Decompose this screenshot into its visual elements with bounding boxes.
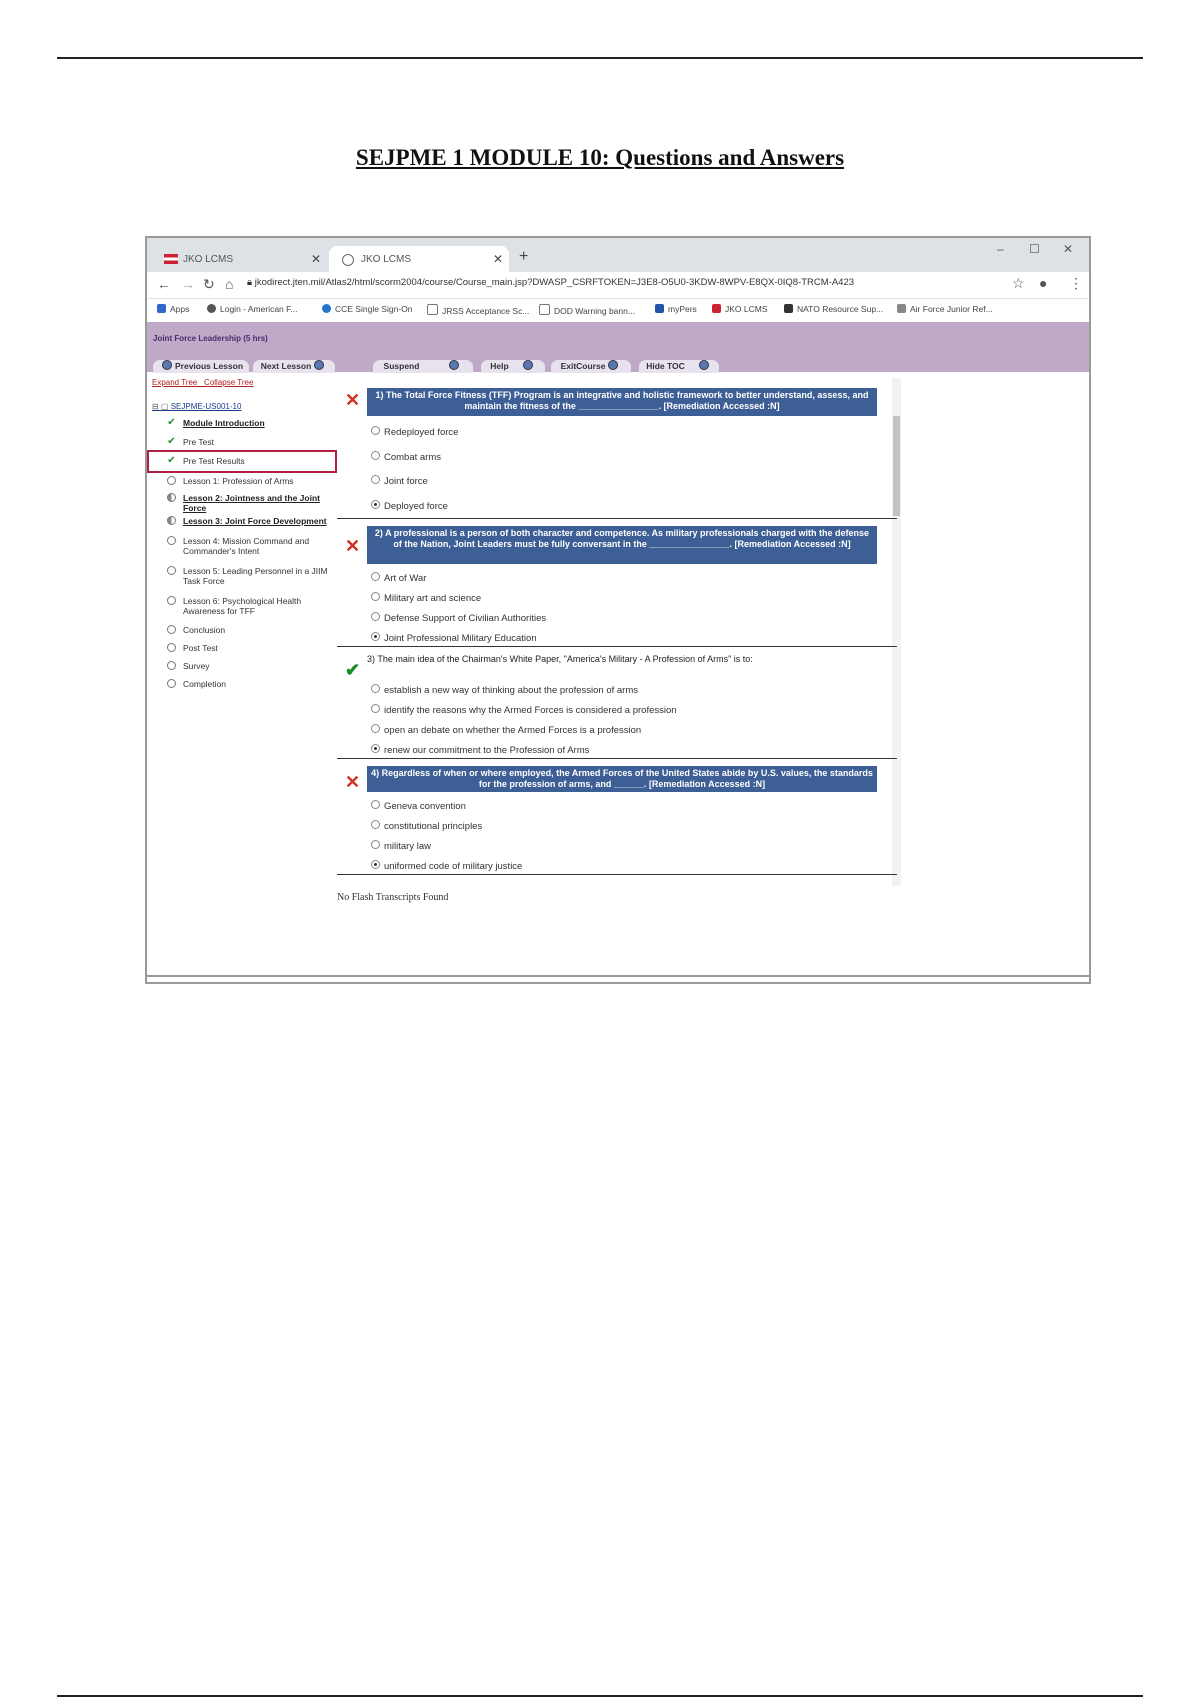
not-started-circle-icon [167, 476, 176, 485]
close-window-button[interactable]: ✕ [1063, 242, 1074, 256]
top-rule [57, 57, 1143, 59]
question-divider [337, 874, 897, 875]
answer-option: Redeployed force [371, 426, 458, 438]
course-header [147, 322, 1089, 372]
shield-icon [784, 304, 793, 313]
back-arrow-icon[interactable]: ← [157, 276, 171, 292]
hide-toc-button[interactable]: Hide TOC [639, 360, 719, 373]
radio-button [371, 800, 380, 809]
previous-lesson-button[interactable]: Previous Lesson [153, 360, 249, 373]
help-button[interactable]: Help [481, 360, 545, 373]
folder-icon: ⊟ ▢ [152, 402, 171, 411]
address-bar[interactable] [247, 277, 854, 288]
bottom-rule [57, 1695, 1143, 1697]
new-tab-button[interactable]: + [519, 248, 529, 265]
page-title: SEJPME 1 MODULE 10: Questions and Answers [355, 145, 845, 170]
answer-option: constitutional principles [371, 820, 482, 832]
answer-option-selected: uniformed code of military justice [371, 860, 522, 872]
exit-icon [608, 360, 618, 370]
bookmark-item[interactable]: CCE Single Sign-On [322, 304, 412, 314]
browser-toolbar [147, 272, 1089, 299]
incorrect-x-icon: ✕ [345, 390, 361, 410]
radio-button [371, 820, 380, 829]
bookmark-item[interactable]: Air Force Junior Ref... [897, 304, 993, 314]
incorrect-x-icon: ✕ [345, 772, 361, 792]
bookmark-item[interactable]: myPers [655, 304, 697, 314]
reload-icon[interactable]: ↻ [203, 276, 215, 292]
browser-tab-active[interactable] [329, 246, 509, 272]
suspend-button[interactable]: Suspend [373, 360, 473, 373]
globe-icon [342, 254, 354, 266]
question-4-text: 4) Regardless of when or where employed, the Armed Forces of the United States abide by U.S. values, the standards for the profession of arms, and ______. [Remediation Accessed :N] [367, 766, 877, 792]
question-divider [337, 758, 897, 759]
not-started-circle-icon [167, 661, 176, 670]
radio-button [371, 840, 380, 849]
radio-button [371, 684, 380, 693]
answer-option-selected: renew our commitment to the Profession of Arms [371, 744, 589, 756]
expand-tree-link[interactable]: Expand Tree [152, 378, 198, 387]
not-started-circle-icon [167, 566, 176, 575]
pre-test-results-content [337, 372, 907, 962]
minimize-button[interactable]: – [997, 242, 1004, 256]
radio-button-selected [371, 744, 380, 753]
flag-icon [164, 254, 178, 264]
screenshot-bottom-border [147, 975, 1089, 977]
answer-option: Joint force [371, 475, 428, 487]
radio-button-selected [371, 860, 380, 869]
bookmark-item[interactable]: JRSS Acceptance Sc... [427, 304, 529, 316]
answer-option: open an debate on whether the Armed Forces is a profession [371, 724, 641, 736]
not-started-circle-icon [167, 679, 176, 688]
radio-button [371, 612, 380, 621]
bookmark-item[interactable]: DOD Warning bann... [539, 304, 635, 316]
bookmark-item[interactable]: JKO LCMS [712, 304, 768, 314]
globe-icon [207, 304, 216, 313]
incorrect-x-icon: ✕ [345, 536, 361, 556]
radio-button [371, 704, 380, 713]
radio-button [371, 451, 380, 460]
bookmark-star-icon[interactable]: ☆ [1012, 275, 1025, 291]
check-logo-icon [655, 304, 664, 313]
bookmark-apps[interactable]: Apps [157, 304, 189, 314]
tab-label: JKO LCMS [361, 254, 412, 265]
apps-grid-icon [157, 304, 166, 313]
radio-button [371, 724, 380, 733]
next-lesson-button[interactable]: Next Lesson [253, 360, 335, 373]
answer-option: Combat arms [371, 451, 441, 463]
bookmark-item[interactable]: Login - American F... [207, 304, 297, 314]
not-started-circle-icon [167, 536, 176, 545]
course-name: Joint Force Leadership (5 hrs) [153, 334, 268, 343]
bookmarks-bar [147, 299, 1089, 321]
answer-option: identify the reasons why the Armed Forces is considered a profession [371, 704, 677, 716]
answer-option: military law [371, 840, 431, 852]
radio-button [371, 475, 380, 484]
collapse-tree-link[interactable]: Collapse Tree [204, 378, 254, 387]
exit-course-button[interactable]: ExitCourse [551, 360, 631, 373]
profile-avatar-icon[interactable]: ● [1039, 275, 1048, 291]
not-started-circle-icon [167, 625, 176, 634]
close-tab-icon[interactable]: ✕ [311, 252, 322, 266]
refresh-icon [322, 304, 331, 313]
radio-button-selected [371, 500, 380, 509]
wings-icon [897, 304, 906, 313]
question-divider [337, 518, 897, 519]
radio-button [371, 426, 380, 435]
in-progress-circle-icon [167, 493, 176, 502]
transcript-note: No Flash Transcripts Found [337, 892, 449, 903]
tab-label: JKO LCMS [183, 254, 234, 265]
toc-tree-controls [152, 378, 253, 387]
radio-button [371, 592, 380, 601]
menu-kebab-icon[interactable]: ⋮ [1069, 275, 1083, 291]
help-icon [523, 360, 533, 370]
not-started-circle-icon [167, 643, 176, 652]
browser-tab-bar [147, 238, 1089, 272]
question-3-text: 3) The main idea of the Chairman's White Paper, "America's Military - A Profession of Arms" is to: [367, 654, 753, 664]
radio-button-selected [371, 632, 380, 641]
table-of-contents: Expand Tree Collapse Tree ⊟ ▢ SEJPME-US001-10 ✔ Module Introduction ✔ Pre Test ✔ Pre Test Results Lesson 1: Profession of Arms Lesson 2: Jointness and the Joint Force Lesson 3: Joint Force Development Lesson 4: Mission Command and Commander's Intent Lesson 5: Leading Personnel in a JIIM Task Force Lesson 6: Psychological Health Awareness for TFF Conclusion Post Test Survey Completion [147, 372, 337, 972]
flag-icon [712, 304, 721, 313]
next-arrow-icon [314, 360, 324, 370]
answer-option: establish a new way of thinking about the profession of arms [371, 684, 638, 696]
checkmark-icon: ✔ [167, 436, 176, 447]
page-icon [427, 304, 438, 315]
lock-icon: 🔒︎ [247, 277, 255, 288]
bookmark-item[interactable]: NATO Resource Sup... [784, 304, 883, 314]
question-2-text: 2) A professional is a person of both character and competence. As military professionals charged with the defense of the Nation, Joint Leaders must be fully conversant in the ________________. [Remediation Accessed :N] [367, 526, 877, 564]
checkmark-icon: ✔ [167, 417, 176, 428]
browser-tab[interactable] [151, 246, 327, 272]
toc-root-node[interactable]: ⊟ ▢ SEJPME-US001-10 [152, 402, 242, 411]
correct-check-icon: ✔ [345, 660, 361, 680]
answer-option: Military art and science [371, 592, 481, 604]
maximize-button[interactable]: ☐ [1029, 242, 1040, 256]
hide-toc-icon [699, 360, 709, 370]
question-divider [337, 646, 897, 647]
home-icon[interactable]: ⌂ [225, 276, 234, 292]
forward-arrow-icon[interactable]: → [181, 276, 195, 292]
question-1-text: 1) The Total Force Fitness (TFF) Program is an integrative and holistic framework to better understand, assess, and maintain the fitness of the ________________. [Remediation Accessed :N] [367, 388, 877, 416]
answer-option: Art of War [371, 572, 426, 584]
in-progress-circle-icon [167, 516, 176, 525]
previous-arrow-icon [162, 360, 172, 370]
checkmark-icon: ✔ [167, 455, 176, 466]
answer-option: Defense Support of Civilian Authorities [371, 612, 546, 624]
close-tab-icon[interactable]: ✕ [493, 252, 504, 266]
not-started-circle-icon [167, 596, 176, 605]
page-icon [539, 304, 550, 315]
answer-option-selected: Deployed force [371, 500, 448, 512]
answer-option-selected: Joint Professional Military Education [371, 632, 537, 644]
answer-option: Geneva convention [371, 800, 466, 812]
suspend-icon [449, 360, 459, 370]
radio-button [371, 572, 380, 581]
embedded-screenshot [145, 236, 1091, 984]
url-text: jkodirect.jten.mil/Atlas2/html/scorm2004/course/Course_main.jsp?DWASP_CSRFTOKEN=J3E8-O5U0-3KDW-8WPV-E8QX-0IQ8-TRCM-A423 [254, 277, 855, 288]
